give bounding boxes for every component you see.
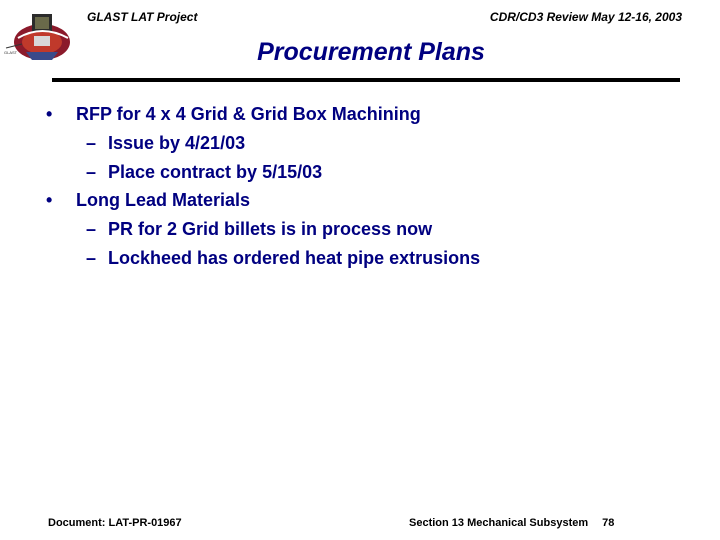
dash-icon: – — [86, 248, 97, 268]
bullet-item: • Long Lead Materials — [46, 190, 251, 210]
sub-bullet-item: – PR for 2 Grid billets is in process now — [86, 219, 433, 239]
bullet-dot-icon: • — [46, 190, 53, 210]
sub-bullet-item: – Place contract by 5/15/03 — [86, 162, 323, 182]
review-date: CDR/CD3 Review May 12-16, 2003 — [489, 10, 682, 24]
dash-icon: – — [86, 133, 97, 153]
section-label: Section 13 Mechanical Subsystem — [409, 517, 589, 529]
bullet-dot-icon: • — [46, 104, 53, 124]
dash-icon: – — [86, 219, 97, 239]
document-number: Document: LAT-PR-01967 — [48, 517, 182, 529]
bullet-item: • RFP for 4 x 4 Grid & Grid Box Machining — [46, 104, 421, 124]
footer-section — [409, 517, 614, 529]
sub-bullet-item: – Lockheed has ordered heat pipe extrusions — [86, 248, 481, 268]
svg-text:GLAST: GLAST — [4, 50, 18, 55]
page-title: Procurement Plans — [257, 38, 485, 66]
sub-bullet-item: – Issue by 4/21/03 — [86, 133, 246, 153]
page-number: 78 — [602, 517, 615, 529]
dash-icon: – — [86, 162, 97, 182]
project-name: GLAST LAT Project — [87, 10, 198, 24]
title-divider — [52, 78, 680, 82]
